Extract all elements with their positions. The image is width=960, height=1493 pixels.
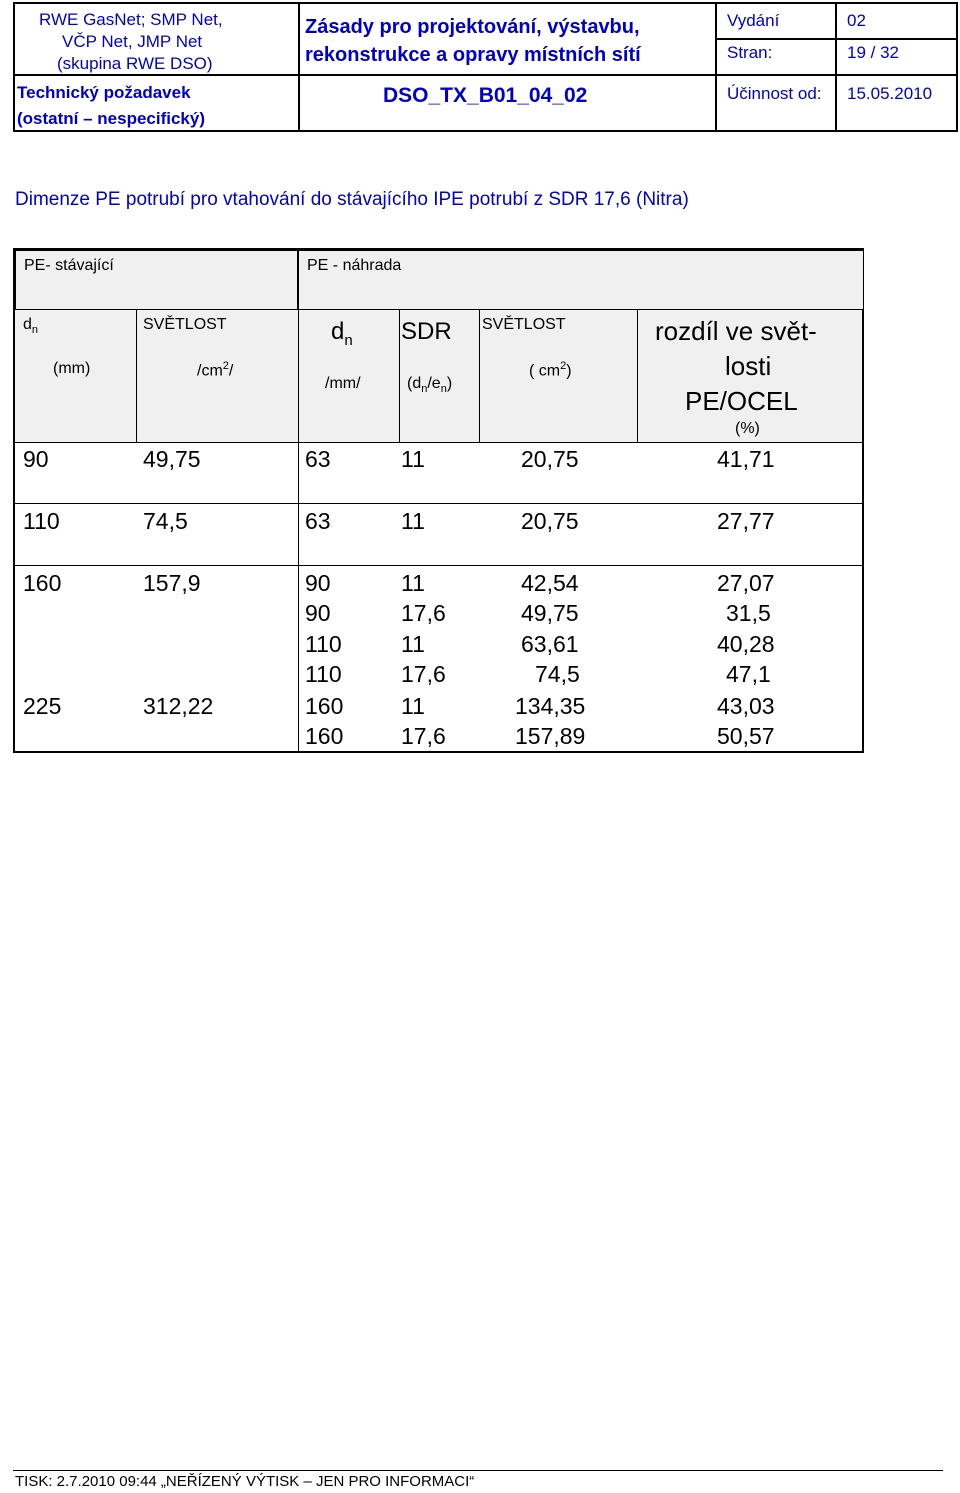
cell-new-light: 134,35 xyxy=(515,693,586,719)
cell-light: 157,9 xyxy=(143,570,201,596)
col-new-dn-label: $d_n$ xyxy=(331,318,353,349)
col-dn-label: $d_n$ xyxy=(23,316,39,337)
cell-sdr: 17,6 xyxy=(401,661,446,687)
col-new-light-unit: ( $cm^2$) xyxy=(529,360,572,380)
cell-sdr: 11 xyxy=(401,693,425,719)
footer-divider xyxy=(13,1470,943,1471)
header-title-line-1: Zásady pro projektování, výstavbu, xyxy=(305,16,640,38)
org-line-3: (skupina RWE DSO) xyxy=(57,54,213,73)
group-replacement-cell xyxy=(298,250,864,310)
pipe-dimension-table xyxy=(13,248,864,753)
cell-sdr: 17,6 xyxy=(401,723,446,749)
cell-new-light: 42,54 xyxy=(521,570,579,596)
cell-light: 74,5 xyxy=(143,508,188,534)
cell-sdr: 11 xyxy=(401,508,425,534)
cell-sdr: 17,6 xyxy=(401,600,446,626)
page-value: 19 / 32 xyxy=(847,43,899,62)
col-dn-unit: (mm) xyxy=(53,360,91,377)
cell-new-light: 49,75 xyxy=(521,600,579,626)
col-sdr-unit: $(d_n/e_n)$ xyxy=(407,375,453,396)
cell-diff: 27,07 xyxy=(717,570,775,596)
document-header xyxy=(13,2,958,132)
effective-label: Účinnost od: xyxy=(727,84,822,103)
cell-new-dn: 63 xyxy=(305,508,331,534)
cell-new-dn: 110 xyxy=(305,661,342,687)
cell-sdr: 11 xyxy=(401,446,425,472)
effective-value: 15.05.2010 xyxy=(847,84,933,103)
cell-sdr: 11 xyxy=(401,570,425,596)
col-light-label: SVĚTLOST xyxy=(143,316,227,333)
group-existing-cell xyxy=(15,250,298,310)
cell-diff: 31,5 xyxy=(726,600,771,626)
cell-new-dn: 160 xyxy=(305,693,344,719)
doc-type-line-1: Technický požadavek xyxy=(17,83,191,102)
cell-new-light: 63,61 xyxy=(521,631,579,657)
cell-diff: 47,1 xyxy=(726,661,771,687)
cell-dn: 225 xyxy=(23,693,62,719)
doc-code: DSO_TX_B01_04_02 xyxy=(383,84,588,107)
cell-new-light: 20,75 xyxy=(521,446,579,472)
cell-diff: 43,03 xyxy=(717,693,775,719)
col-diff-unit: (%) xyxy=(735,420,760,437)
col-new-dn-unit: /mm/ xyxy=(325,375,361,392)
cell-new-dn: 90 xyxy=(305,570,331,596)
cell-diff: 27,77 xyxy=(717,508,775,534)
cell-new-light: 157,89 xyxy=(515,723,586,749)
cell-sdr: 11 xyxy=(401,631,425,657)
doc-type-line-2: (ostatní – nespecifický) xyxy=(17,109,206,128)
org-line-1: RWE GasNet; SMP Net, xyxy=(39,10,223,29)
cell-dn: 110 xyxy=(23,508,60,534)
cell-light: 312,22 xyxy=(143,693,214,719)
col-new-light-label: SVĚTLOST xyxy=(482,316,566,333)
cell-dn: 160 xyxy=(23,570,62,596)
col-sdr-label: SDR xyxy=(401,318,452,345)
edition-label: Vydání xyxy=(727,11,780,30)
cell-diff: 50,57 xyxy=(717,723,775,749)
cell-diff: 40,28 xyxy=(717,631,775,657)
col-diff-label-2: losti xyxy=(725,351,772,381)
cell-new-light: 74,5 xyxy=(535,661,580,687)
cell-diff: 41,71 xyxy=(717,446,775,472)
org-line-2: VČP Net, JMP Net xyxy=(62,32,203,51)
group-existing-label: PE- stávající xyxy=(24,257,114,274)
cell-new-light: 20,75 xyxy=(521,508,579,534)
cell-light: 49,75 xyxy=(143,446,201,472)
cell-new-dn: 63 xyxy=(305,446,331,472)
page-label: Stran: xyxy=(727,43,773,62)
cell-new-dn: 90 xyxy=(305,600,331,626)
cell-new-dn: 110 xyxy=(305,631,342,657)
cell-dn: 90 xyxy=(23,446,49,472)
group-replacement-label: PE - náhrada xyxy=(307,257,402,274)
col-light-unit: $/cm^2/$ xyxy=(197,360,234,380)
cell-new-dn: 160 xyxy=(305,723,344,749)
header-title-line-2: rekonstrukce a opravy místních sítí xyxy=(305,44,641,66)
edition-value: 02 xyxy=(847,11,866,30)
col-diff-label-1: rozdíl ve svět- xyxy=(655,316,817,346)
col-diff-label-3: PE/OCEL xyxy=(685,386,798,416)
document-title: Dimenze PE potrubí pro vtahování do stávajícího IPE potrubí z SDR 17,6 (Nitra) xyxy=(15,189,689,210)
print-footer: TISK: 2.7.2010 09:44 „NEŘÍZENÝ VÝTISK – JEN PRO INFORMACI“ xyxy=(15,1473,475,1490)
